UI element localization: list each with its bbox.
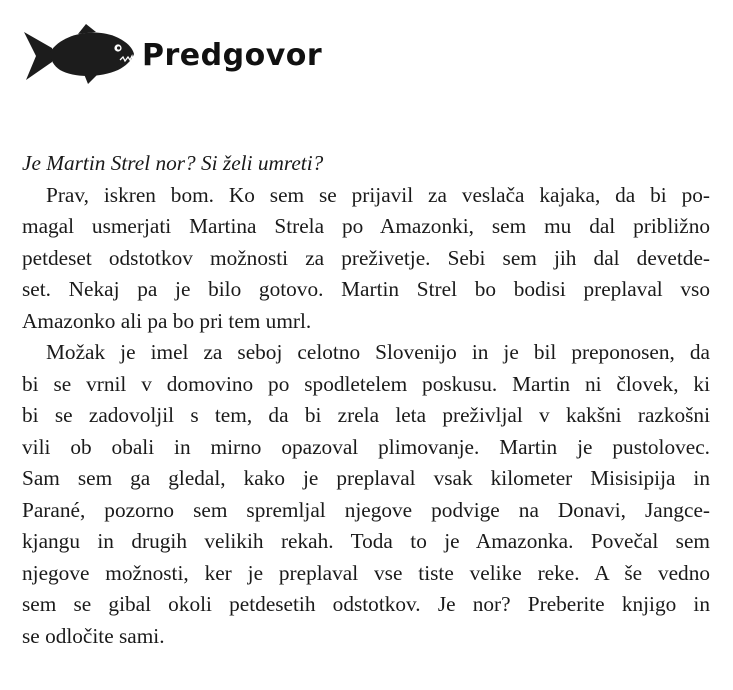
chapter-title: Predgovor	[142, 38, 323, 73]
paragraph-1-line: Prav, iskren bom. Ko sem se prijavil za veslača kajaka, da bi po-	[46, 182, 710, 207]
paragraph-2-line: Možak je imel za seboj celotno Slovenijo in je bil preponosen, da	[46, 340, 710, 364]
paragraph-2-line: se odločite sami.	[22, 623, 165, 648]
chapter-header	[22, 24, 422, 84]
paragraph-2-line: njegove možnosti, ker je preplaval vse tiste velike reke. A še vedno	[22, 560, 710, 585]
paragraph-2-line: kjangu in drugih velikih rekah. Toda to je Amazonka. Povečal sem	[22, 529, 710, 553]
preface-body	[22, 148, 710, 652]
piranha-fish-icon	[22, 24, 138, 84]
paragraph-1-line: petdeset odstotkov možnosti za preživetje. Sebi sem jih dal devetde-	[22, 245, 710, 270]
paragraph-2-line: vili ob obali in mirno opazoval plimovanje. Martin je pustolovec.	[22, 434, 710, 459]
paragraph-2-line: sem se gibal okoli petdesetih odstotkov. Je nor? Preberite knjigo in	[22, 592, 710, 616]
paragraph-2-line: bi se zadovoljil s tem, da bi zrela leta preživljal v kakšni razkošni	[22, 403, 710, 427]
paragraph-2-line: Sam sem ga gledal, kako je preplaval vsak kilometer Misisipija in	[22, 466, 710, 490]
paragraph-1-line: magal usmerjati Martina Strela po Amazonki, sem mu dal približno	[22, 214, 710, 238]
paragraph-2-line: Parané, pozorno sem spremljal njegove podvige na Donavi, Jangce-	[22, 497, 710, 522]
paragraph-2-line: bi se vrnil v domovino po spodletelem poskusu. Martin ni človek, ki	[22, 371, 710, 396]
paragraph-1-line: set. Nekaj pa je bilo gotovo. Martin Strel bo bodisi preplaval vso	[22, 277, 710, 301]
paragraph-1-line: Amazonko ali pa bo pri tem umrl.	[22, 308, 312, 333]
preface-question: Je Martin Strel nor? Si želi umreti?	[22, 151, 324, 175]
